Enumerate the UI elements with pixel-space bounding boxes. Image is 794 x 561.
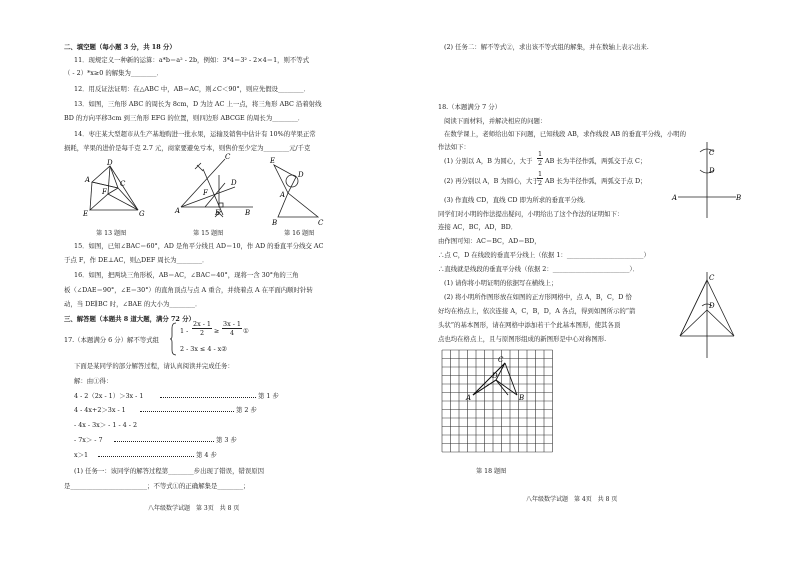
- q18-method: 作法如下：: [438, 143, 470, 151]
- step2-tag: 第 2 步: [236, 406, 257, 414]
- ineq1-den2: 4: [229, 329, 235, 337]
- q18-half-num1: 1: [537, 150, 543, 158]
- fig13-label-c: C: [120, 180, 126, 188]
- fig16-label-a: A: [280, 191, 286, 199]
- step3-leader: [114, 441, 214, 442]
- fig15-label-e: E: [215, 209, 221, 217]
- fig15-caption: 第 15 题图: [193, 230, 224, 237]
- fig16-label-c: C: [318, 219, 324, 227]
- step3-tag: 第 3 步: [216, 436, 237, 444]
- fig18-caption: 第 18 题图: [476, 468, 507, 475]
- q18-step2b: AB 长为半径作弧，两弧交于点 D；: [545, 177, 647, 185]
- fig13-label-g: G: [139, 210, 145, 218]
- construct-label-c: C: [709, 149, 715, 157]
- fig13-label-d: D: [107, 159, 113, 167]
- fig13-label-e: E: [83, 210, 89, 218]
- fig15-label-d: D: [231, 179, 237, 187]
- figure-13: [78, 160, 168, 222]
- q18-step1a: (1) 分别以 A，B 为圆心，大于: [444, 157, 533, 165]
- q18-sub2-line3: 头状”的基本图形，请在网格中添加若干个此基本图形，使其各顶: [438, 321, 621, 329]
- left-footer: 八年级数学试题 第 3页 共 8 页: [148, 505, 240, 512]
- fig15-label-a: A: [175, 207, 181, 215]
- square-grid: [442, 350, 554, 460]
- q17-intro: 下面是某同学的部分解答过程，请认真阅读并完成任务：: [74, 362, 234, 370]
- section-answer-heading: 三、解答题（本题共 8 道大题，满分 72 分）: [64, 315, 195, 323]
- q16-line1: 16．如图，把两块三角形板，AB＝AC，∠BAC＝40°，现将一含 30°角的三角: [74, 271, 299, 279]
- q18-basis1: ∴点 C，D 在线段的垂直平分线上（依据 1：________________________）: [438, 251, 650, 259]
- q18-half-den1: 2: [537, 159, 543, 167]
- q18-context: 在数学课上，老师给出如下问题，已知线段 AB，求作线段 AB 的垂直平分线，小明的: [444, 130, 686, 138]
- step4-expr: x＞1: [74, 451, 89, 459]
- ineq1-num2: 3x - 1: [223, 320, 241, 328]
- q11-line1: 11．现规定义一种新的运算：a*b＝a² - 2b，例如：3*4＝3² - 2×4＝1，则不等式: [74, 56, 310, 64]
- q16-line2: 板（∠DAE＝90°，∠E＝30°）的直角顶点与点 A 重合，并绕着点 A 在平面内顺时针转: [64, 286, 313, 294]
- ineq1-prefix: 1 -: [180, 327, 189, 335]
- step1-tag: 第 1 步: [258, 392, 279, 400]
- step3-expr2: - 7x＞ - 7: [74, 436, 103, 444]
- fig13-label-a: A: [85, 176, 91, 184]
- section-fill-in-heading: 二、填空题（每小题 3 分，共 18 分）: [64, 43, 176, 51]
- grid-label-b: B: [519, 394, 525, 402]
- q14-line2: 损耗，苹果的进价是每千克 2.7 元，商家要避免亏本，则售价至少定为________元/千克: [64, 144, 311, 152]
- arrow-label-c: C: [709, 274, 715, 282]
- fig16-label-e: E: [270, 157, 276, 165]
- task1-line1: (1) 任务一：该同学的解答过程第________步出现了错误，错误原因: [74, 467, 265, 475]
- q18-sub2-line4: 点也均在格点上，且与原图形组成的新图形是中心对称图形.: [438, 335, 607, 343]
- step4-tag: 第 4 步: [196, 451, 217, 459]
- ineq1-den1: 2: [199, 329, 205, 337]
- figure-15: [175, 155, 255, 225]
- q18-sub1: (1) 请你将小明证明的依据写在横线上；: [444, 279, 558, 287]
- q18-half-den2: 2: [537, 179, 543, 187]
- ineq1-num1: 2x - 1: [193, 320, 211, 328]
- q18-sub2-line2: 好均在格点上，依次连接 A，C，B，D，A 各点，得到如图所示的“箭: [438, 307, 636, 315]
- q18-sub2-line1: (2) 将小明所作图形放在如图的正方形网格中，点 A，B，C，D 恰: [444, 293, 632, 301]
- construct-label-b: B: [736, 194, 742, 202]
- fig16-label-b: B: [272, 219, 278, 227]
- q18-step2a: (2) 再分别以 A，B 为圆心，大于: [444, 177, 539, 185]
- q18-connect: 连接 AC，BC，AD，BD．: [438, 223, 518, 231]
- step1-expr: 4 - 2（2x - 1）＞3x - 1: [74, 392, 144, 400]
- task1-line2: 是________________________；不等式①的正确解集是________；: [64, 482, 250, 490]
- q12-line1: 12．用反证法证明：在△ABC 中，AB＝AC，则∠C＜90°，则应先假设________．: [74, 85, 310, 93]
- q18-step1b: AB 长为半径作弧，两弧交于点 C；: [545, 157, 647, 165]
- grid-label-c: C: [498, 356, 504, 364]
- step4-leader: [98, 456, 194, 457]
- construct-label-d: D: [709, 167, 715, 175]
- q18-step3: (3) 作直线 CD，直线 CD 即为所求的垂直平分线．: [444, 196, 590, 204]
- fig16-caption: 第 16 题图: [284, 230, 315, 237]
- ineq1-ge: ≥: [214, 327, 220, 335]
- arrow-figure: [672, 270, 742, 360]
- q13-line2: BD 的方向平移3cm 到三角形 EFG 的位置，则四边形 ABCGE 的周长为________．: [64, 114, 305, 122]
- step2-leader: [140, 411, 234, 412]
- q14-line1: 14．枣庄某大型超市从生产基地购进一批水果，运输及销售中估计有 10%的苹果正常: [74, 130, 316, 138]
- step1-leader: [160, 397, 256, 398]
- right-footer: 八年级数学试题 第 4页 共 8 页: [526, 496, 618, 503]
- ineq1-tag: ①: [243, 327, 249, 335]
- q18-doubt: 同学们对小明的作法提出疑问，小明给出了这个作法的证明如下：: [438, 210, 624, 218]
- q16-line3: 动，当 DE∥BC 时，∠BAE 的大小为________．: [64, 300, 202, 308]
- task2-line: (2) 任务二：解不等式②，求出该不等式组的解集，并在数轴上表示出来.: [444, 43, 649, 51]
- fig15-label-b: B: [245, 209, 251, 217]
- fig13-label-f: F: [102, 188, 107, 196]
- grid-label-a: A: [466, 394, 472, 402]
- fig16-label-d: D: [298, 171, 304, 179]
- ineq2: 2 - 3x ≤ 4 - x②: [180, 345, 227, 353]
- q11-line2: （ - 2）*x≥0 的解集为________．: [64, 69, 163, 77]
- q18-read: 阅读下面材料，并解决相应的问题：: [444, 117, 547, 125]
- q13-line1: 13．如图，三角形 ABC 的周长为 8cm，D 为边 AC 上一点，将三角形 ABC 沿着射线: [74, 100, 322, 108]
- q18-known: 由作图可知：AC＝BC，AD＝BD，: [438, 237, 541, 245]
- fig15-label-c: C: [225, 153, 231, 161]
- construction-figure: [672, 140, 742, 220]
- q18-heading: 18.（本题满分 7 分）: [438, 103, 502, 111]
- inequality-brace: [170, 322, 178, 356]
- arrow-label-d: D: [709, 302, 715, 310]
- q18-half-num2: 1: [537, 170, 543, 178]
- step3-expr1: - 4x - 3x＞ - 1 - 4 - 2: [74, 421, 138, 429]
- q18-basis2: ∴直线就是线段的垂直平分线（依据 2：________________________）．: [438, 265, 640, 273]
- step2-expr: 4 - 4x+2＞3x - 1: [74, 406, 126, 414]
- q15-line2: 于点 F，作 DE⊥AC，则△DEF 周长为________．: [64, 256, 209, 264]
- q15-line1: 15．如图，已知∠BAC＝60°，AD 是角平分线且 AD＝10，作 AD 的垂直平分线交 AC: [74, 242, 324, 250]
- construct-label-a: A: [672, 194, 678, 202]
- right-page: [400, 0, 794, 561]
- grid-label-d: D: [492, 372, 498, 380]
- fig13-caption: 第 13 题图: [96, 230, 127, 237]
- q17-solution-start: 解：由①得：: [74, 377, 113, 385]
- fig15-label-f: F: [203, 189, 208, 197]
- figure-16: [270, 155, 330, 227]
- q17-stem: 17.（本题满分 6 分）解不等式组: [64, 336, 159, 344]
